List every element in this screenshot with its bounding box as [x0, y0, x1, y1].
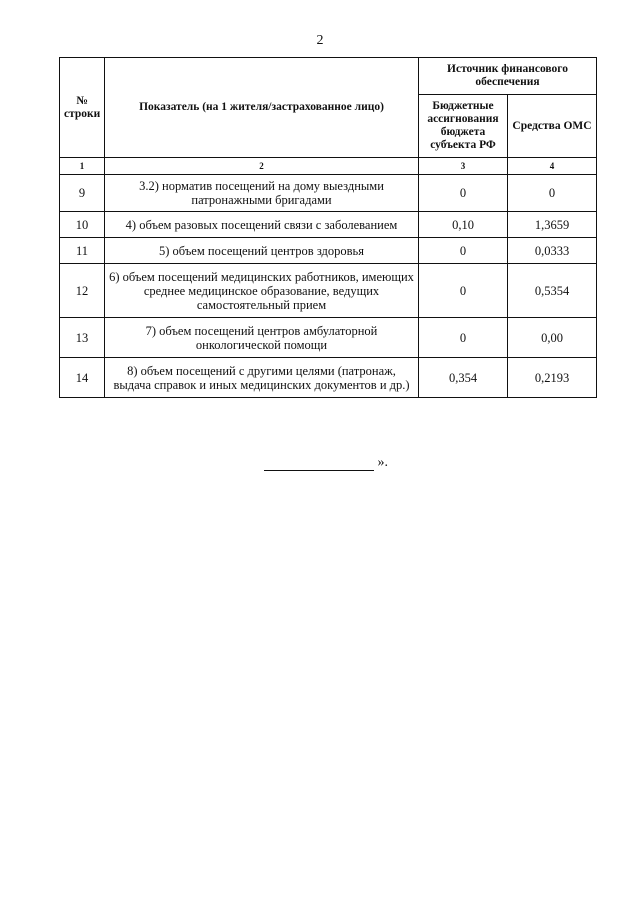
- table-row: [60, 318, 597, 358]
- budget-value: 0,10: [419, 212, 508, 238]
- budget-value: 0,354: [419, 358, 508, 398]
- row-number: 12: [60, 264, 105, 318]
- row-number: 14: [60, 358, 105, 398]
- funding-source-header: Источник финансового обеспечения: [419, 58, 597, 95]
- oms-value: 0: [508, 175, 597, 212]
- row-number: 11: [60, 238, 105, 264]
- page-number: 2: [316, 33, 324, 48]
- column-number: 3: [419, 158, 508, 175]
- indicators-table: [59, 57, 597, 398]
- indicator-header: Показатель (на 1 жителя/застрахованное лицо): [105, 58, 419, 158]
- oms-value: 0,0333: [508, 238, 597, 264]
- budget-value: 0: [419, 318, 508, 358]
- table-row: [60, 264, 597, 318]
- table-row: [60, 238, 597, 264]
- table-row: [60, 175, 597, 212]
- column-number: 2: [105, 158, 419, 175]
- budget-value: 0: [419, 264, 508, 318]
- oms-value: 0,2193: [508, 358, 597, 398]
- indicator-text: 5) объем посещений центров здоровья: [105, 238, 419, 264]
- table-row: [60, 358, 597, 398]
- column-number: 1: [60, 158, 105, 175]
- budget-value: 0: [419, 238, 508, 264]
- row-number: 10: [60, 212, 105, 238]
- oms-value: 0,00: [508, 318, 597, 358]
- indicator-text: 6) объем посещений медицинских работников, имеющих среднее медицинское образование, ведущих самостоятельный прием: [105, 264, 419, 318]
- closing-signature: [264, 455, 388, 471]
- signature-line: [264, 458, 374, 471]
- closing-quote-mark: ».: [377, 455, 388, 470]
- row-number-header: № строки: [60, 58, 105, 158]
- oms-header: Средства ОМС: [508, 95, 597, 158]
- column-number: 4: [508, 158, 597, 175]
- indicator-text: 7) объем посещений центров амбулаторной онкологической помощи: [105, 318, 419, 358]
- indicator-text: 3.2) норматив посещений на дому выездными патронажными бригадами: [105, 175, 419, 212]
- budget-value: 0: [419, 175, 508, 212]
- oms-value: 1,3659: [508, 212, 597, 238]
- oms-value: 0,5354: [508, 264, 597, 318]
- budget-header: Бюджетные ассигнования бюджета субъекта РФ: [419, 95, 508, 158]
- indicator-text: 8) объем посещений с другими целями (патронаж, выдача справок и иных медицинских документов и др.): [105, 358, 419, 398]
- indicator-text: 4) объем разовых посещений связи с заболеванием: [105, 212, 419, 238]
- row-number: 13: [60, 318, 105, 358]
- row-number: 9: [60, 175, 105, 212]
- table-row: [60, 212, 597, 238]
